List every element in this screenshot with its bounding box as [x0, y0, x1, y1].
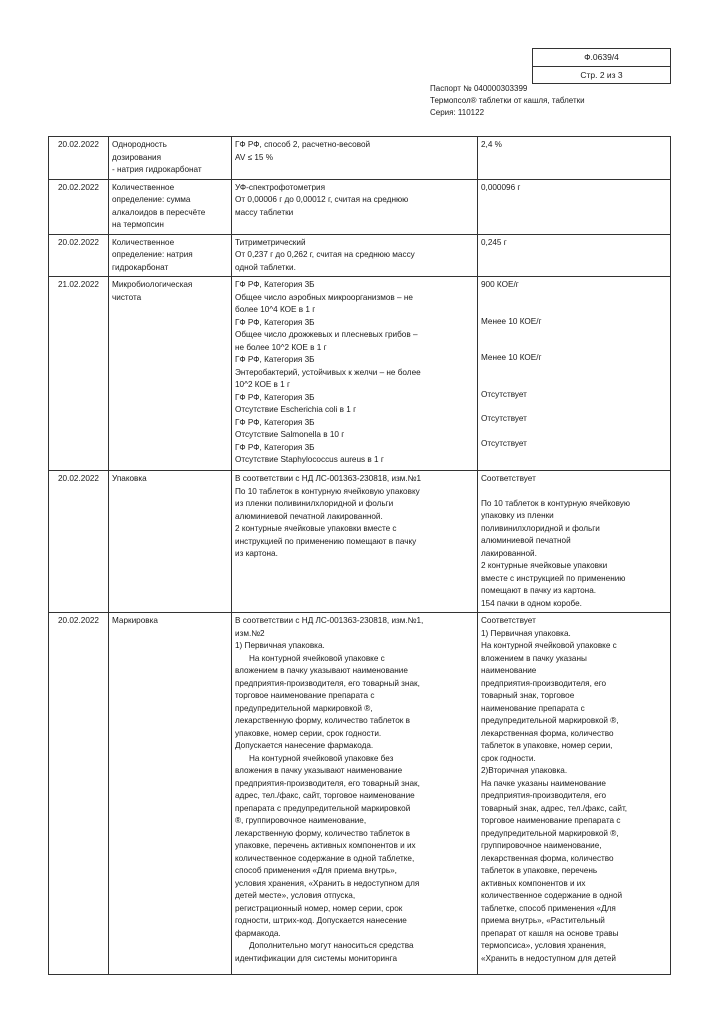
text-line: предприятия-производителя, его — [481, 791, 607, 800]
result-entero: Менее 10 КОЕ/г — [481, 353, 542, 362]
text-line: Отсутствие Escherichia coli в 1 г — [235, 405, 357, 414]
result-staph: Отсутствует — [481, 438, 527, 448]
text-line: вместе с инструкцией по применению — [481, 573, 626, 583]
text-line: «Хранить в недоступном для детей — [481, 953, 616, 963]
result-salmonella: Отсутствует — [481, 414, 527, 423]
row-date: 20.02.2022 — [49, 137, 109, 180]
row-method — [232, 234, 478, 277]
row-result — [478, 277, 671, 471]
text-line: упаковку из пленки — [481, 511, 554, 520]
text-line: торговое наименование препарата с — [481, 816, 621, 825]
text-line: Отсутствие Staphylococcus aureus в 1 г — [235, 455, 384, 464]
table-row — [49, 179, 671, 234]
text-line: вложения в пачку указывают наименование — [235, 766, 403, 775]
text-line: из картона. — [235, 549, 278, 558]
text-line: ГФ РФ, Категория 3Б — [235, 417, 315, 427]
text-line: ГФ РФ, Категория 3Б — [235, 317, 315, 327]
text-line: От 0,237 г до 0,262 г, считая на среднюю массу — [235, 250, 415, 259]
text-line: лекарственная форма, количество — [481, 853, 614, 863]
text-line: Общее число аэробных микроорганизмов – не — [235, 292, 413, 302]
text-line: одной таблетки. — [235, 262, 296, 272]
text-line: массу таблетки — [235, 207, 294, 217]
text-line: ГФ РФ, Категория 3Б — [235, 280, 315, 289]
text-line: На контурной ячейковой упаковке без — [249, 753, 394, 763]
text-line: Количественное — [112, 237, 175, 247]
text-line: Допускается нанесение фармакода. — [235, 741, 374, 750]
row-date: 20.02.2022 — [49, 471, 109, 613]
text-line: дозирования — [112, 152, 162, 162]
text-line: гидрокарбонат — [112, 262, 169, 272]
text-line: предупредительной маркировкой ®, — [481, 716, 619, 725]
text-line: По 10 таблеток в контурную ячейковую упаковку — [235, 486, 420, 496]
text-line: предприятия-производителя, его — [481, 678, 607, 688]
text-line: 1) Первичная упаковка. — [235, 641, 325, 650]
text-line: инструкцией по применению помещают в пачку — [235, 536, 417, 546]
text-line: - натрия гидрокарбонат — [112, 165, 202, 174]
row-method — [232, 613, 478, 975]
text-line: упаковке, перечень активных компонентов и их — [235, 841, 416, 850]
text-line: ГФ РФ, способ 2, расчетно-весовой — [235, 140, 371, 149]
text-line: вложением в пачку указывают наименование — [235, 666, 408, 675]
text-line: Количественное — [112, 182, 175, 192]
row-parameter — [109, 613, 232, 975]
row-result — [478, 471, 671, 613]
text-line: От 0,00006 г до 0,00012 г, считая на среднюю — [235, 195, 409, 204]
text-line: На контурной ячейковой упаковке с — [481, 641, 617, 650]
text-line: адрес, тел./факс, сайт, торговое наименование — [235, 791, 415, 800]
text-line: предупредительной маркировкой ®, — [235, 703, 373, 713]
text-line: детей месте», условия отпуска, — [235, 891, 356, 900]
result-status: Соответствует — [481, 474, 536, 483]
text-line: лекарственную форму, количество таблеток в — [235, 828, 410, 838]
row-method — [232, 179, 478, 234]
row-method — [232, 277, 478, 471]
row-date: 21.02.2022 — [49, 277, 109, 471]
row-parameter — [109, 179, 232, 234]
row-method — [232, 471, 478, 613]
text-line: 2)Вторичная упаковка. — [481, 766, 568, 775]
text-line: препарата с предупредительной маркировкой — [235, 803, 411, 813]
text-line: Титриметрический — [235, 237, 306, 247]
text-line: регистрационный номер, номер серии, срок — [235, 903, 403, 913]
text-line: товарный знак, торговое — [481, 691, 575, 700]
text-line: алкалоидов в пересчёте — [112, 207, 206, 217]
result-aerobic: 900 КОЕ/г — [481, 280, 519, 289]
text-line: 10^2 КОЕ в 1 г — [235, 380, 290, 389]
row-result — [478, 613, 671, 975]
text-line: Энтеробактерий, устойчивых к желчи – не более — [235, 367, 421, 377]
text-line: таблеток в упаковке, перечень — [481, 866, 598, 875]
row-result — [478, 234, 671, 277]
text-line: Общее число дрожжевых и плесневых грибов – — [235, 330, 418, 339]
text-line: Отсутствие Salmonella в 10 г — [235, 430, 345, 439]
text-line: 0,245 г — [481, 237, 507, 247]
text-line: упаковке, номер серии, срок годности. — [235, 728, 382, 738]
row-parameter — [109, 137, 232, 180]
text-line: группировочное наименование, — [481, 841, 602, 850]
text-line: изм.№2 — [235, 628, 265, 638]
text-line: Маркировка — [112, 616, 158, 625]
result-yeast: Менее 10 КОЕ/г — [481, 316, 542, 326]
text-line: условия хранения, «Хранить в недоступном для — [235, 878, 420, 888]
text-line: алюминиевой печатной — [481, 536, 571, 545]
text-line: В соответствии с НД ЛС-001363-230818, изм.№1, — [235, 616, 424, 625]
text-line: лекарственная форма, количество — [481, 728, 614, 738]
row-date: 20.02.2022 — [49, 613, 109, 975]
text-line: способ применения «Для приема внутрь», — [235, 866, 397, 875]
text-line: приема внутрь», «Растительный — [481, 916, 605, 925]
text-line: не более 10^2 КОЕ в 1 г — [235, 342, 327, 352]
row-result — [478, 137, 671, 180]
page-number: Стр. 2 из 3 — [533, 66, 670, 84]
text-line: По 10 таблеток в контурную ячейковую — [481, 498, 631, 508]
table-row — [49, 613, 671, 975]
row-date: 20.02.2022 — [49, 234, 109, 277]
text-line: чистота — [112, 292, 142, 302]
form-code: Ф.0639/4 — [584, 52, 619, 62]
text-line: поливинилхлоридной и фольги — [481, 523, 600, 533]
text-line: Микробиологическая — [112, 280, 193, 289]
text-line: 1) Первичная упаковка. — [481, 628, 571, 638]
row-parameter — [109, 234, 232, 277]
text-line: определение: натрия — [112, 250, 193, 259]
text-line: Упаковка — [112, 474, 147, 483]
text-line: из пленки поливинилхлоридной и фольги — [235, 499, 394, 508]
table-row — [49, 277, 671, 471]
text-line: ГФ РФ, Категория 3Б — [235, 392, 315, 402]
text-line: срок годности. — [481, 753, 536, 763]
text-line: предприятия-производителя, его товарный знак, — [235, 678, 420, 688]
text-line: наименование — [481, 666, 537, 675]
text-line: предприятия-производителя, его товарный знак, — [235, 778, 420, 788]
text-line: таблетке, способ применения «Для — [481, 903, 616, 913]
text-line: годности, штрих-код. Допускается нанесение — [235, 916, 407, 925]
text-line: товарный знак, адрес, тел./факс, сайт, — [481, 803, 628, 813]
text-line: 2,4 % — [481, 140, 502, 149]
text-line: 2 контурные ячейковые упаковки — [481, 561, 608, 570]
text-line: В соответствии с НД ЛС-001363-230818, изм.№1 — [235, 474, 422, 483]
text-line: помещают в пачку из картона. — [481, 586, 597, 595]
text-line: На пачке указаны наименование — [481, 778, 606, 788]
text-line: термопсиса», условия хранения, — [481, 941, 607, 950]
text-line: 0,000096 г — [481, 182, 521, 192]
table-row — [49, 137, 671, 180]
text-line: ГФ РФ, Категория 3Б — [235, 355, 315, 364]
table-row — [49, 471, 671, 613]
text-line: Соответствует — [481, 616, 536, 625]
text-line: предупредительной маркировкой ®, — [481, 828, 619, 838]
text-line: ГФ РФ, Категория 3Б — [235, 442, 315, 452]
text-line: идентификации для системы мониторинга — [235, 953, 398, 963]
row-method — [232, 137, 478, 180]
row-parameter — [109, 277, 232, 471]
text-line: 154 пачки в одном коробе. — [481, 598, 582, 608]
row-parameter — [109, 471, 232, 613]
passport-header — [430, 83, 585, 119]
text-line: более 10^4 КОЕ в 1 г — [235, 305, 316, 314]
text-line: ®, группировочное наименование, — [235, 816, 367, 825]
text-line: лакированной. — [481, 548, 537, 558]
text-line: AV ≤ 15 % — [235, 152, 274, 162]
table-row — [49, 234, 671, 277]
product-name: Термопсол® таблетки от кашля, таблетки — [430, 96, 585, 105]
test-results-table — [48, 136, 671, 975]
text-line: на термопсин — [112, 220, 164, 229]
form-code-box — [532, 48, 671, 84]
passport-number: Паспорт № 040000303399 — [430, 84, 528, 93]
text-line: количественное содержание в одной — [481, 891, 623, 900]
text-line: количественное содержание в одной таблетке, — [235, 853, 415, 863]
text-line: Дополнительно могут наноситься средства — [249, 941, 414, 950]
text-line: наименование препарата с — [481, 703, 585, 713]
text-line: активных компонентов и их — [481, 878, 586, 888]
text-line: таблеток в упаковке, номер серии, — [481, 741, 613, 750]
row-result — [478, 179, 671, 234]
text-line: торговое наименование препарата с — [235, 691, 375, 700]
text-line: лекарственную форму, количество таблеток в — [235, 716, 410, 725]
text-line: На контурной ячейковой упаковке с — [249, 653, 385, 663]
text-line: препарат от кашля на основе травы — [481, 928, 619, 938]
result-ecoli: Отсутствует — [481, 389, 527, 399]
text-line: Однородность — [112, 140, 167, 149]
text-line: 2 контурные ячейковые упаковки вместе с — [235, 524, 397, 533]
text-line: фармакода. — [235, 928, 281, 938]
series-number: Серия: 110122 — [430, 108, 485, 117]
text-line: определение: сумма — [112, 195, 191, 204]
text-line: УФ-спектрофотометрия — [235, 182, 326, 192]
row-date: 20.02.2022 — [49, 179, 109, 234]
text-line: алюминиевой печатной лакированной. — [235, 511, 383, 521]
text-line: вложением в пачку указаны — [481, 653, 587, 663]
